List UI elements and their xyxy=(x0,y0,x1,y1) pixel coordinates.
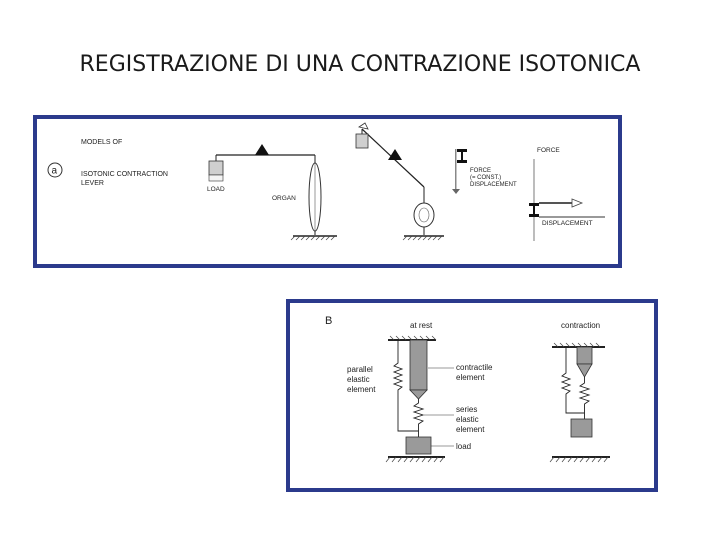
tilted-lever-model xyxy=(356,123,444,240)
isotonic-contraction-label: ISOTONIC CONTRACTION xyxy=(81,171,168,178)
displacement-label-2: DISPLACEMENT xyxy=(542,220,593,227)
parallel-label-2: elastic xyxy=(347,375,370,384)
contractile-element-icon xyxy=(410,340,427,390)
fulcrum-icon xyxy=(255,144,269,155)
lever-models-diagram xyxy=(37,119,618,264)
load-weight-icon xyxy=(356,134,368,148)
load-label: load xyxy=(456,442,472,451)
page-title: REGISTRAZIONE DI UNA CONTRAZIONE ISOTONICA xyxy=(79,52,641,77)
down-arrow-icon xyxy=(452,189,460,194)
organ-label: ORGAN xyxy=(272,195,296,202)
right-arrow-icon xyxy=(572,199,582,207)
models-of-label: MODELS OF xyxy=(81,139,123,146)
muscle-model-panel xyxy=(286,299,658,492)
contractile-element-icon xyxy=(577,347,592,364)
parallel-label-1: parallel xyxy=(347,365,373,374)
force-label: FORCE xyxy=(537,147,560,154)
force-displacement-vertical xyxy=(452,149,517,194)
force-displacement-horizontal xyxy=(529,147,605,241)
muscle-model-diagram xyxy=(290,303,654,488)
series-label-1: series xyxy=(456,405,478,414)
force-const-label: FORCE xyxy=(470,168,491,174)
force-const-value: (= CONST.) xyxy=(470,175,502,181)
displacement-label-1: DISPLACEMENT xyxy=(470,182,517,188)
series-label-2: elastic xyxy=(456,415,479,424)
panel-letter-b: B xyxy=(325,315,333,327)
contractile-label-2: element xyxy=(456,373,485,382)
at-rest-label: at rest xyxy=(410,321,433,330)
lever-models-panel xyxy=(33,115,622,268)
at-rest-model xyxy=(386,336,445,462)
panel-letter-a: a xyxy=(51,165,58,177)
load-weight-icon xyxy=(406,437,431,454)
series-label-3: element xyxy=(456,425,485,434)
contractile-label-1: contractile xyxy=(456,363,493,372)
load-label: LOAD xyxy=(207,186,225,193)
contracted-organ-icon xyxy=(414,203,434,227)
parallel-label-3: element xyxy=(347,385,376,394)
load-weight-icon xyxy=(209,161,223,175)
horizontal-lever-model xyxy=(207,144,337,240)
contraction-label: contraction xyxy=(561,321,601,330)
lever-label: LEVER xyxy=(81,180,104,187)
load-weight-icon xyxy=(571,419,592,437)
contraction-model xyxy=(550,343,610,462)
